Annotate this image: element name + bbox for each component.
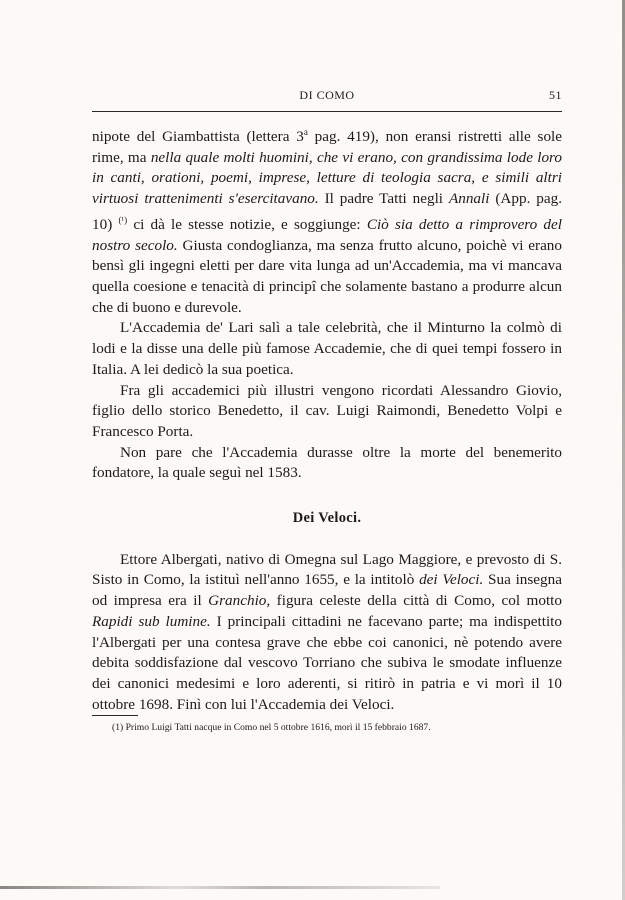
italic-run: Ciò sia detto a rimprovero del nostro secolo.: [92, 215, 562, 254]
text-run: nipote del Giambattista (lettera 3: [92, 128, 304, 146]
header-rule: [92, 111, 562, 112]
paragraph-1: [92, 122, 562, 318]
text-run: L'Accademia de' Lari salì a tale celebrità, che il Minturno la colmò di lodi e la disse una delle più famose Accademie, che di quei tempi fossero in Italia. A lei dedicò la sua poetica.: [92, 319, 562, 378]
paragraph-5: [92, 550, 562, 716]
body-text: [92, 122, 562, 715]
section-heading: Dei Veloci.: [292, 510, 362, 527]
superscript: a: [303, 127, 308, 137]
text-run: figura celeste della città di Como, col motto: [270, 592, 562, 610]
page-number: 51: [549, 88, 562, 102]
italic-run: nella quale molti huomini, che vi erano, con grandissima lode loro in canti, orationi, poemi, imprese, letture di teologia sacra, e simili altri virtuosi trattenimenti s'esercitavano.: [92, 148, 562, 208]
text-run: Ettore Albergati, nativo di Omegna sul Lago Maggiore, e prevosto di S. Sisto in Como, la istituì nell'anno 1655, e la intitolò: [92, 550, 562, 589]
text-run: Fra gli accademici più illustri vengono ricordati Alessandro Giovio, figlio dello storico Benedetto, il cav. Luigi Raimondi, Benedetto Volpi e Francesco Porta.: [92, 381, 562, 440]
running-title: DI COMO: [299, 88, 355, 102]
text-run: Il padre Tatti negli: [318, 190, 449, 208]
text-run: I principali cittadini ne facevano parte; ma indispettito l'Albergati per una contesa grave che ebbe coi canonici, nè potendo avere debita soddisfazione dal vescovo Torriano che subiva le smodate influenze dei canonici medesimi e loro aderenti, si ritirò in patria e vi morì il 10 ottobre 1698. Finì con lui l'Accademia dei Veloci.: [92, 612, 562, 713]
paragraph-2: [92, 318, 562, 380]
text-run: Giusta condoglianza, ma senza frutto alcuno, poichè vi erano bensì gli ingegni eletti per dare vita lunga ad un'Accademia, ma vi mancava quella coesione e tenacità di principî che solamente bastano a produrre alcun che di buono e durevole.: [92, 236, 562, 316]
footnote-rule: [92, 715, 138, 716]
italic-run: Rapidi sub lumine.: [92, 612, 211, 630]
paragraph-4: [92, 443, 562, 484]
text-run: pag. 419), non eransi ristretti alle sole rime, ma: [92, 128, 563, 166]
text-run: Non pare che l'Accademia durasse oltre la morte del benemerito fondatore, la quale seguì nel 1583.: [92, 443, 562, 482]
superscript: (¹): [118, 214, 128, 225]
paragraph-3: [92, 381, 562, 443]
running-header: [92, 88, 562, 106]
italic-run: dei Veloci.: [419, 571, 484, 589]
footnote: (1) Primo Luigi Tatti nacque in Como nel 5 ottobre 1616, morì il 15 febbraio 1687.: [112, 722, 431, 733]
text-run: ci dà le stesse notizie, e soggiunge:: [127, 215, 367, 233]
italic-run: Annali: [448, 190, 490, 208]
scan-smudge: [0, 886, 440, 889]
italic-run: Granchio,: [208, 592, 271, 610]
text-run: (App. pag. 10): [92, 190, 563, 233]
text-run: Sua insegna od impresa era il: [92, 571, 562, 610]
